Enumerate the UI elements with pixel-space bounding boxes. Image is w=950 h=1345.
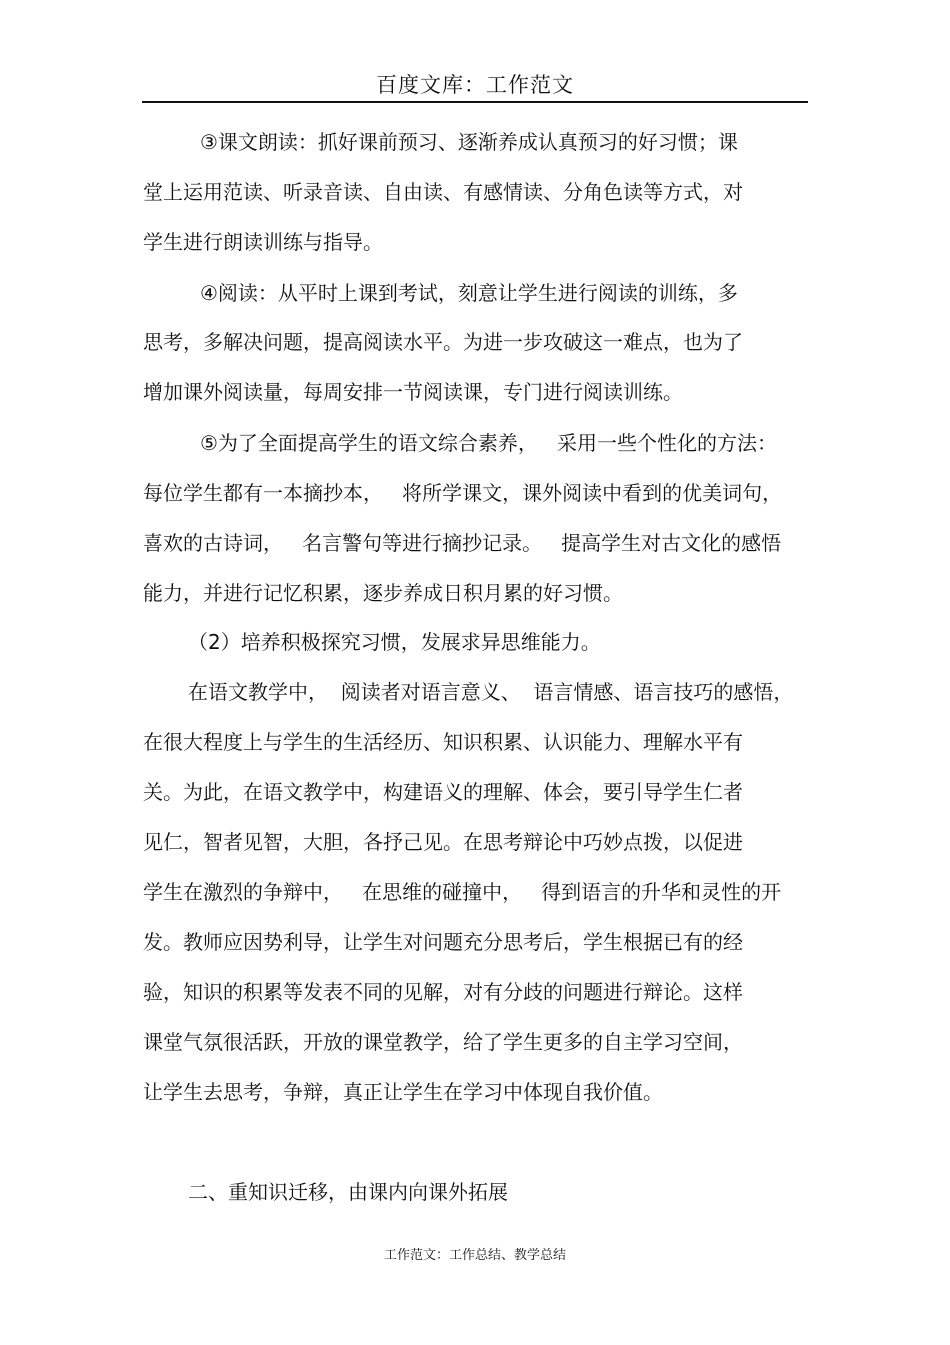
text-line: 验，知识的积累等发表不同的见解，对有分歧的问题进行辩论。这样 xyxy=(143,980,743,1004)
text-line: 学生在激烈的争辩中， 在思维的碰撞中， 得到语言的升华和灵性的开 xyxy=(143,880,782,904)
subheading: （2）培养积极探究习惯，发展求异思维能力。 xyxy=(188,630,601,654)
text-line: 喜欢的古诗词， 名言警句等进行摘抄记录。 提高学生对古文化的感悟 xyxy=(143,531,782,555)
section-heading: 二、重知识迁移，由课内向课外拓展 xyxy=(188,1180,508,1204)
text-line: 堂上运用范读、听录音读、自由读、有感情读、分角色读等方式，对 xyxy=(143,180,743,204)
text-line: 关。为此，在语文教学中，构建语义的理解、体会，要引导学生仁者 xyxy=(143,780,743,804)
text-line: 学生进行朗读训练与指导。 xyxy=(143,230,383,254)
text-line: 每位学生都有一本摘抄本， 将所学课文，课外阅读中看到的优美词句， xyxy=(143,481,783,505)
text-line: 见仁，智者见智，大胆，各抒己见。在思考辩论中巧妙点拨，以促进 xyxy=(143,830,743,854)
header-divider xyxy=(142,101,808,103)
text-line: 增加课外阅读量，每周安排一节阅读课，专门进行阅读训练。 xyxy=(143,380,683,404)
text-line: 让学生去思考，争辩，真正让学生在学习中体现自我价值。 xyxy=(143,1080,663,1104)
text-line: 在很大程度上与学生的生活经历、知识积累、认识能力、理解水平有 xyxy=(143,730,743,754)
text-line: 课堂气氛很活跃，开放的课堂教学，给了学生更多的自主学习空间， xyxy=(143,1030,743,1054)
text-line: 在语文教学中， 阅读者对语言意义、 语言情感、语言技巧的感悟， xyxy=(188,680,794,704)
page-footer: 工作范文：工作总结、教学总结 xyxy=(383,1248,566,1263)
text-line: ⑤为了全面提高学生的语文综合素养， 采用一些个性化的方法： xyxy=(200,431,778,455)
header-title: 百度文库：工作范文 xyxy=(376,73,574,97)
text-line: 能力，并进行记忆积累，逐步养成日积月累的好习惯。 xyxy=(143,581,623,605)
text-line: 发。教师应因势利导，让学生对问题充分思考后，学生根据已有的经 xyxy=(143,930,743,954)
text-line: ④阅读：从平时上课到考试，刻意让学生进行阅读的训练，多 xyxy=(200,281,738,305)
text-line: 思考，多解决问题，提高阅读水平。为进一步攻破这一难点，也为了 xyxy=(143,330,743,354)
text-line: ③课文朗读：抓好课前预习、逐渐养成认真预习的好习惯；课 xyxy=(200,130,738,154)
